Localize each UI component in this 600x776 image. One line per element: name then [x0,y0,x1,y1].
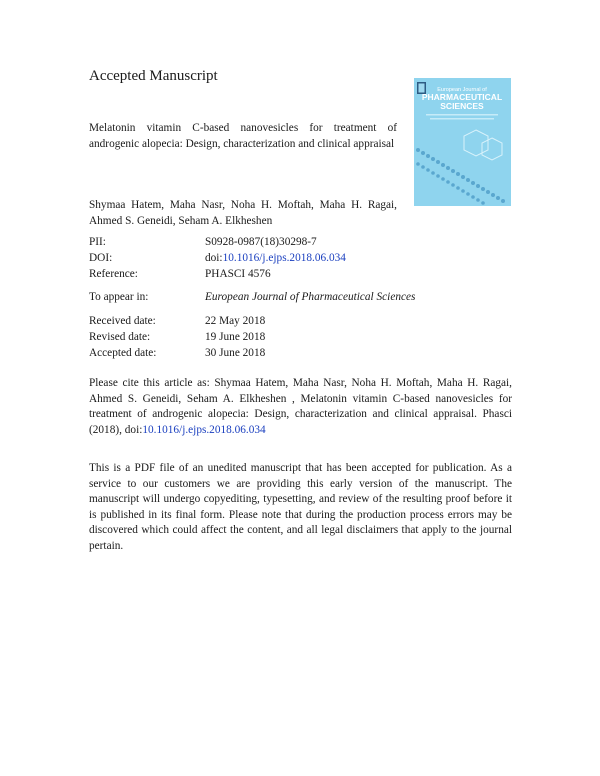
citation-doi-link[interactable]: 10.1016/j.ejps.2018.06.034 [142,423,266,436]
doi-prefix: doi: [205,252,223,264]
journal-cover-image [414,78,511,206]
reference-label: Reference: [89,268,138,280]
journal-cover-artwork [414,78,511,206]
journal-name: European Journal of Pharmaceutical Sciences [205,291,416,303]
doi-value [205,252,346,264]
appear-label: To appear in: [89,291,149,303]
cover-title-line1: PHARMACEUTICAL [421,92,503,102]
doi-link[interactable]: 10.1016/j.ejps.2018.06.034 [222,252,346,264]
revised-date: 19 June 2018 [205,331,266,343]
cover-title-line2: SCIENCES [440,101,484,111]
accepted-date: 30 June 2018 [205,347,266,359]
reference-value: PHASCI 4576 [205,268,271,280]
doi-label: DOI: [89,252,113,264]
page-title: Accepted Manuscript [89,68,218,84]
citation-paragraph [89,376,512,438]
accepted-label: Accepted date: [89,347,157,359]
pii-label: PII: [89,236,106,248]
revised-label: Revised date: [89,331,151,343]
citation-text: Please cite this article as: Shymaa Hatem, Maha Nasr, Noha H. Moftah, Maha H. Ragai, Ahmed S. Geneidi, Seham A. Elkheshen , Melatonin vitamin C-based nanovesicles for treatment of androgenic alopecia: Design, characterization and clinical appraisal. Phasci (2018), doi: [89,377,512,436]
article-title: Melatonin vitamin C-based nanovesicles for treatment of androgenic alopecia: Design, characterization and clinical appraisal [89,122,397,150]
received-date: 22 May 2018 [205,315,266,327]
pii-value: S0928-0987(18)30298-7 [205,236,317,248]
author-list: Shymaa Hatem, Maha Nasr, Noha H. Moftah, Maha H. Ragai, Ahmed S. Geneidi, Seham A. Elkheshen [89,199,397,227]
manuscript-notice: This is a PDF file of an unedited manuscript that has been accepted for publication. As a service to our customers we are providing this early version of the manuscript. The manuscript will undergo copyediting, typesetting, and review of the resulting proof before it is published in its final form. Please note that during the production process errors may be discovered which could affect the content, and all legal disclaimers that apply to the journal pertain. [89,462,512,552]
cover-series-text: European Journal of [437,87,487,93]
received-label: Received date: [89,315,156,327]
